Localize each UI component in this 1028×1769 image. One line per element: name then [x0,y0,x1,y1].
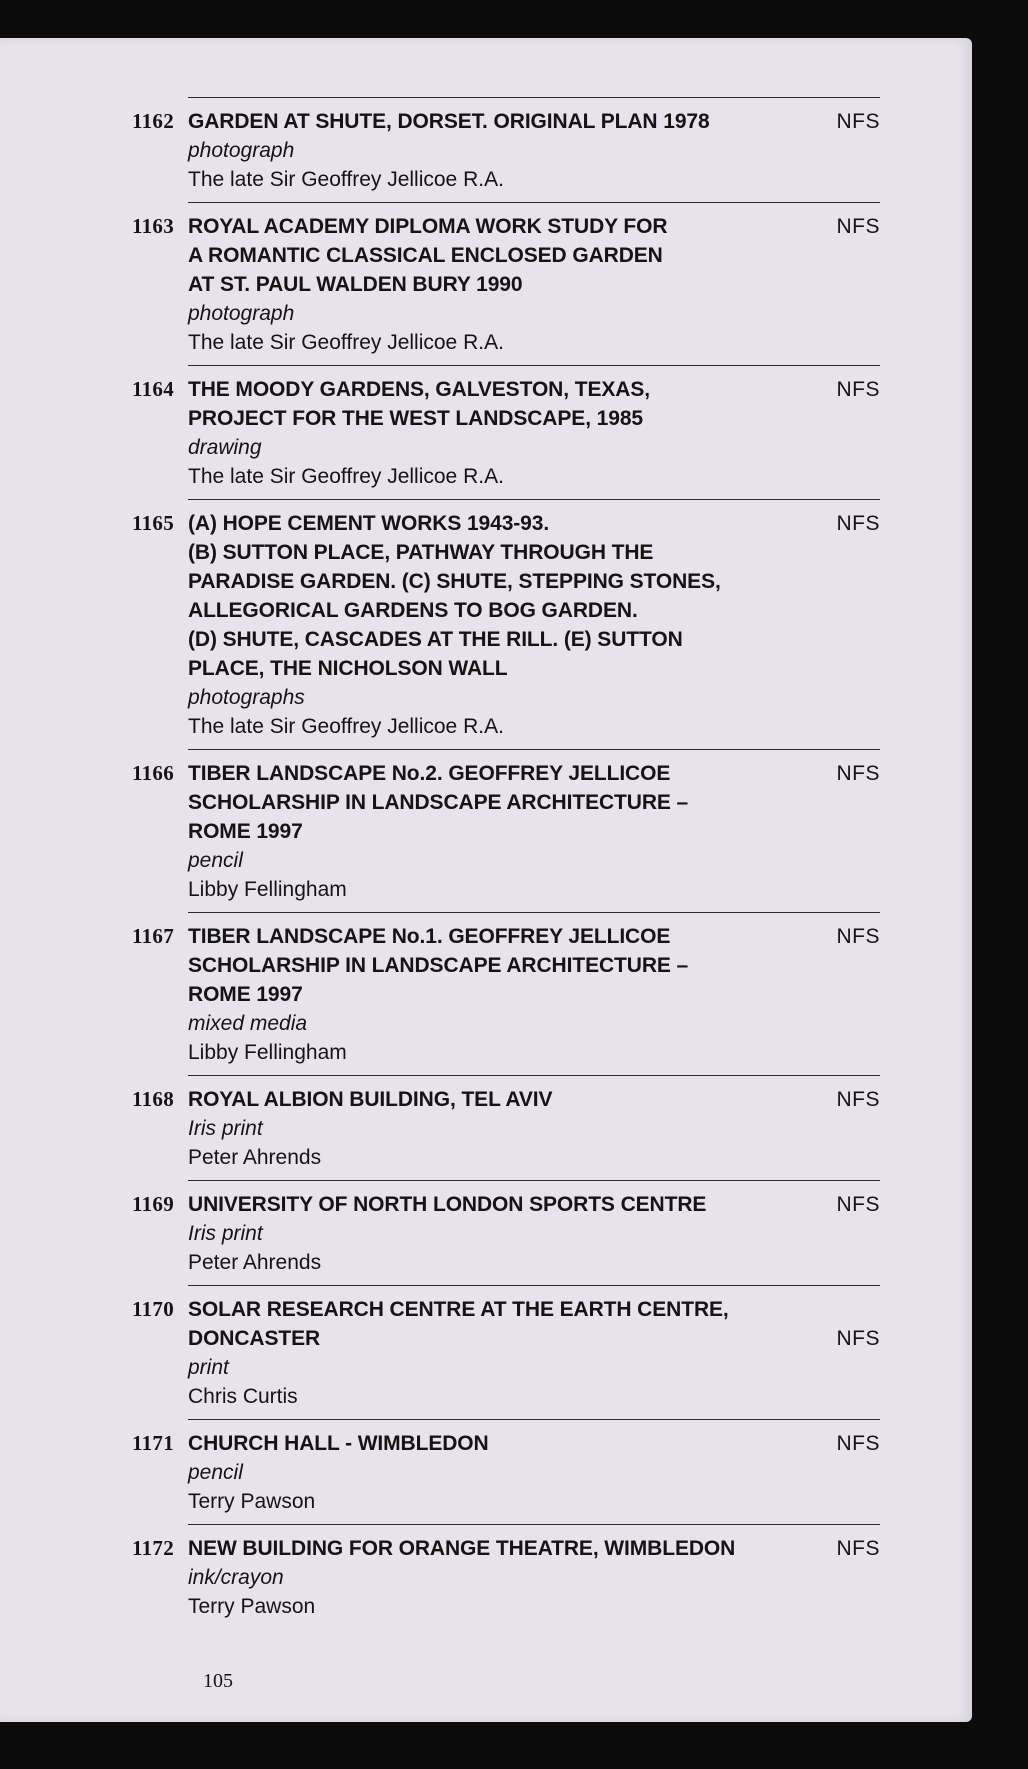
entry-number: 1167 [131,924,174,948]
entry-list [0,97,972,1629]
entry-medium: ink/crayon [188,1566,284,1589]
entry-price: NFS [836,512,880,535]
catalogue-entry [131,749,880,912]
entry-price: NFS [836,110,880,133]
entry-title: TIBER LANDSCAPE No.1. GEOFFREY JELLICOE SCHOLARSHIP IN LANDSCAPE ARCHITECTURE – ROME 1997 [188,925,689,1006]
entry-price: NFS [836,762,880,785]
entry-title: TIBER LANDSCAPE No.2. GEOFFREY JELLICOE SCHOLARSHIP IN LANDSCAPE ARCHITECTURE – ROME 1997 [188,762,689,843]
entry-medium: photograph [188,139,295,162]
entry-number: 1166 [131,761,174,785]
entry-number: 1172 [131,1536,174,1560]
entry-number: 1169 [131,1192,174,1216]
entry-title: THE MOODY GARDENS, GALVESTON, TEXAS, PROJECT FOR THE WEST LANDSCAPE, 1985 [188,378,650,430]
catalogue-entry [131,1285,880,1419]
entry-artist: Terry Pawson [188,1595,316,1618]
entry-medium: Iris print [188,1117,263,1140]
entry-number: 1162 [131,109,174,133]
entry-medium: Iris print [188,1222,263,1245]
entry-title: UNIVERSITY OF NORTH LONDON SPORTS CENTRE [188,1193,707,1216]
entry-price: NFS [836,378,880,401]
entry-medium: pencil [188,1461,243,1484]
entry-medium: drawing [188,436,262,459]
entry-medium: mixed media [188,1012,308,1035]
entry-title: ROYAL ACADEMY DIPLOMA WORK STUDY FOR A ROMANTIC CLASSICAL ENCLOSED GARDEN AT ST. PAUL WALDEN BURY 1990 [188,215,668,296]
entry-artist: Chris Curtis [188,1385,298,1408]
entry-medium: photograph [188,302,295,325]
entry-number: 1163 [131,214,174,238]
page-number: 105 [203,1670,233,1692]
catalogue-entry [131,202,880,365]
entry-title: CHURCH HALL - WIMBLEDON [188,1432,489,1455]
entry-price: NFS [836,1088,880,1111]
entry-title: GARDEN AT SHUTE, DORSET. ORIGINAL PLAN 1978 [188,110,710,133]
entry-price: NFS [836,1327,880,1350]
entry-title: ROYAL ALBION BUILDING, TEL AVIV [188,1088,553,1111]
entry-price: NFS [836,215,880,238]
entry-price: NFS [836,1193,880,1216]
entry-medium: print [188,1356,229,1379]
entry-price: NFS [836,1537,880,1560]
catalogue-entry [131,1419,880,1524]
catalogue-page [0,38,972,1722]
entry-medium: pencil [188,849,243,872]
entry-price: NFS [836,1432,880,1455]
entry-medium: photographs [188,686,305,709]
catalogue-entry [131,912,880,1075]
entry-artist: Libby Fellingham [188,1041,347,1064]
entry-artist: Libby Fellingham [188,878,347,901]
catalogue-entry [131,1180,880,1285]
entry-number: 1171 [131,1431,174,1455]
entry-artist: The late Sir Geoffrey Jellicoe R.A. [188,465,504,488]
catalogue-entry [131,97,880,202]
catalogue-entry [131,1524,880,1629]
entry-title: (A) HOPE CEMENT WORKS 1943-93. (B) SUTTON PLACE, PATHWAY THROUGH THE PARADISE GARDEN. (C) SHUTE, STEPPING STONES, ALLEGORICAL GARDENS TO BOG GARDEN. (D) SHUTE, CASCADES AT THE RILL. (E) SUTTON PLACE, THE NICHOLSON WALL [188,512,721,680]
entry-number: 1164 [131,377,174,401]
entry-title: SOLAR RESEARCH CENTRE AT THE EARTH CENTRE, DONCASTER [188,1298,729,1350]
entry-artist: Peter Ahrends [188,1251,322,1274]
entry-artist: Terry Pawson [188,1490,316,1513]
entry-title: NEW BUILDING FOR ORANGE THEATRE, WIMBLEDON [188,1537,736,1560]
entry-artist: The late Sir Geoffrey Jellicoe R.A. [188,331,504,354]
catalogue-entry [131,365,880,499]
entry-artist: The late Sir Geoffrey Jellicoe R.A. [188,168,504,191]
entry-price: NFS [836,925,880,948]
entry-number: 1165 [131,511,174,535]
entry-number: 1168 [131,1087,174,1111]
catalogue-entry [131,499,880,749]
entry-number: 1170 [131,1297,174,1321]
entry-artist: Peter Ahrends [188,1146,322,1169]
catalogue-entry [131,1075,880,1180]
entry-artist: The late Sir Geoffrey Jellicoe R.A. [188,715,504,738]
